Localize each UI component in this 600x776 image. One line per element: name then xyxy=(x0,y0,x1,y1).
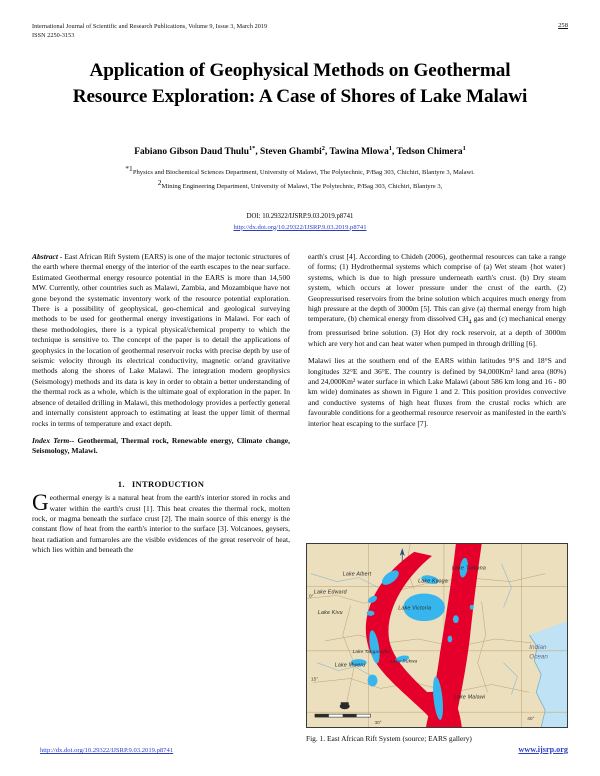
label-indian-ocean-line1: Indian xyxy=(529,643,547,651)
author-3: , Tawina Mlowa xyxy=(324,147,389,157)
author-2-sup: 2 xyxy=(321,144,325,152)
doi-label: DOI: 10.29322/IJSRP.9.03.2019.p8741 xyxy=(246,213,354,220)
affiliations xyxy=(42,164,558,192)
right-column xyxy=(308,252,566,436)
index-terms-dash: -- xyxy=(69,435,78,445)
left-column xyxy=(32,252,290,563)
small-lake-eyasi xyxy=(453,615,459,623)
longitude-40: 40° xyxy=(527,717,535,723)
author-1-sup: 1* xyxy=(248,144,256,152)
figure-1-image xyxy=(306,543,568,728)
intro-paragraph-1 xyxy=(32,490,290,555)
right-paragraph-1 xyxy=(308,252,566,349)
right-paragraph-2: Malawi lies at the southern end of the EARS within latitudes 9°S and 18°S and longitudes 32°E and 36°E. The country is defined by 94,000Km² land area (80%) and 24,000Km² water surface in which Lake Malawi (about 586 km long and 16 - 80 km wide) dominates as shown in Figure 1 and 2. This position provides convective and conductive systems of high heat fluxes from the crustal rocks which are favourable conditions for a geothermal resource reservoir as manifested in the earth's interior heat escaping to the surface [7]. xyxy=(308,356,566,428)
small-lake-bangweulu xyxy=(368,675,378,687)
author-list xyxy=(40,146,560,159)
index-terms xyxy=(32,436,290,457)
east-african-rift-map xyxy=(307,544,567,727)
footer-site-link[interactable]: www.ijsrp.org xyxy=(518,745,568,754)
figure-1 xyxy=(306,543,568,744)
page-title: Application of Geophysical Methods on Geothermal Resource Exploration: A Case of Shores of Lake Malawi xyxy=(72,60,528,107)
issn: ISSN 2250-3153 xyxy=(32,32,75,40)
map-inset-icon xyxy=(340,702,350,709)
abstract-label: Abstract xyxy=(32,252,58,261)
running-header xyxy=(32,22,568,48)
label-lake-edward: Lake Edward xyxy=(313,589,347,596)
label-lake-albert: Lake Albert xyxy=(342,571,372,578)
map-scale-bar xyxy=(315,714,371,717)
page-number: 258 xyxy=(558,22,568,29)
abstract-dash: - xyxy=(58,252,65,261)
small-lake-manyara xyxy=(448,636,453,643)
doi-block xyxy=(40,212,560,233)
label-lake-malawi: Lake Malawi xyxy=(453,694,486,701)
section-heading-introduction xyxy=(32,479,290,489)
label-lake-tanganyika: Lake Tanganyika xyxy=(352,648,390,654)
label-lake-turkana: Lake Turkana xyxy=(451,565,487,572)
methane-subscript: 4 xyxy=(468,318,472,326)
small-lake-natron xyxy=(470,605,474,610)
label-lake-kivu: Lake Kivu xyxy=(317,610,343,617)
author-4: , Tedson Chimera xyxy=(391,147,463,157)
journal-info xyxy=(32,22,267,41)
lake-kivu-shape xyxy=(367,611,375,616)
longitude-30: 30° xyxy=(374,721,382,727)
author-2: , Steven Ghambi xyxy=(255,147,322,157)
affiliation-2 xyxy=(42,178,558,192)
label-lake-victoria: Lake Victoria xyxy=(398,605,432,612)
index-terms-label: Index Term xyxy=(32,435,70,445)
author-4-sup: 1 xyxy=(462,144,466,152)
affiliation-1-mark: *1 xyxy=(125,164,133,173)
label-lake-kyoga: Lake Kyoga xyxy=(418,578,448,585)
affiliation-2-mark: 2 xyxy=(157,177,162,187)
affiliation-1-text: Physics and Biochemical Sciences Department, University of Malawi, The Polytechnic, P/Bag 303, Chichiri, Blantyre 3, Malawi. xyxy=(132,169,475,177)
latitude-0: 0° xyxy=(308,594,314,600)
latitude-15: 15° xyxy=(310,677,319,683)
affiliation-2-text: Mining Engineering Department, University of Malawi, The Polytechnic, P/Bag 303, Chichiri, Blantyre 3, xyxy=(161,182,443,190)
index-terms-text: Geothermal, Thermal rock, Renewable energy, Climate change, Seismology, Malawi. xyxy=(32,435,290,456)
author-1: Fabiano Gibson Daud Thulu xyxy=(134,147,249,157)
journal-citation: International Journal of Scientific and Research Publications, Volume 9, Issue 3, March 2019 xyxy=(32,23,268,30)
abstract-paragraph xyxy=(32,252,290,429)
abstract-text: East African Rift System (EARS) is one of the major tectonic structures of the earth where thermal energy of the interior of the earth escapes to the near surface. Estimated Geothermal energy resource potential in the EARS is more than 14,500 MW. Currently, other countries such as Malawi, Zambia, and Mozambique have not gone beyond the systematic inventory work of the resource potential exploration. There is a possibility of geophysical, geo-chemical and geological surveying methods to be used for geothermal energy investigations in Malawi. For each of these methodologies, there is a typical physical/chemical property to which the technique is sensitive to. The concept of the paper is to detail the applications of geophysics in the location of geothermal reservoir rocks with precise depth by use of seismic velocity through its electrical conductivity, magnetic or/and gravitative methods along the shores of Lake Malawi. The integration modern geophysics (Seismology) methods and its data is key in order to obtain a better understanding of the thermal rock as a whole, which is the ultimate goal of exploration in the paper. In absence of detailed drilling in Malawi, this methodology provides a perfectly general and internally consistent approach to estimating at least the upper limit of thermal rocks in terms of temperature and exact depth. xyxy=(32,252,290,428)
label-lake-rukwa: Lake Rukwa xyxy=(390,658,418,664)
figure-1-caption: Fig. 1. East African Rift System (source; EARS gallery) xyxy=(306,734,472,743)
label-lake-mweru: Lake Mweru xyxy=(334,662,366,669)
right-paragraph-1-cont: gas and (c) mechanical energy from pressurised brine solution. (3) Hot dry rock reservoir, at a depth of 3000m which are very hot and can heat water when pumped in through drilling [6]. xyxy=(308,314,566,348)
author-3-sup: 1 xyxy=(388,144,392,152)
affiliation-1 xyxy=(42,164,558,178)
drop-cap: G xyxy=(32,490,49,516)
intro-paragraph-1-text: eothermal energy is a natural heat from the earth's interior stored in rocks and water within the earth's crust [1]. This heat creates the thermal rock, molten rock, or magma beneath the surface crust [2]. The main source of this energy is the constant flow of heat from the earth's interior to the surface [3]. Volcanoes, geysers, heat radiation and fumaroles are the visible evidences of the great reservoir of heat, which lies within and beneath the xyxy=(32,493,290,555)
label-indian-ocean-line2: Ocean xyxy=(529,653,548,661)
footer-doi-link[interactable]: http://dx.doi.org/10.29322/IJSRP.9.03.2019.p8741 xyxy=(40,747,174,754)
section-title: INTRODUCTION xyxy=(131,478,205,489)
right-paragraph-1-text: earth's crust [4]. According to Chideh (2006), geothermal resources can take a range of forms; (1) Hydrothermal systems which comprise of (a) Wet steam {hot water} systems, which is due to high pressure underneath earth's crust. (b) Dry steam system, which occurs at lower pressure under the crust of the earth. (2) Geopressurised reservoirs from the brine solution which acquires much energy from high pressure at the depth of 3000m [5]. This can give (a) thermal energy from high temperature, (b) chemical energy from dissolved CH xyxy=(308,252,566,324)
doi-hyperlink[interactable]: http://dx.doi.org/10.29322/IJSRP.9.03.2019.p8741 xyxy=(233,223,367,231)
section-number: 1. xyxy=(117,478,125,489)
